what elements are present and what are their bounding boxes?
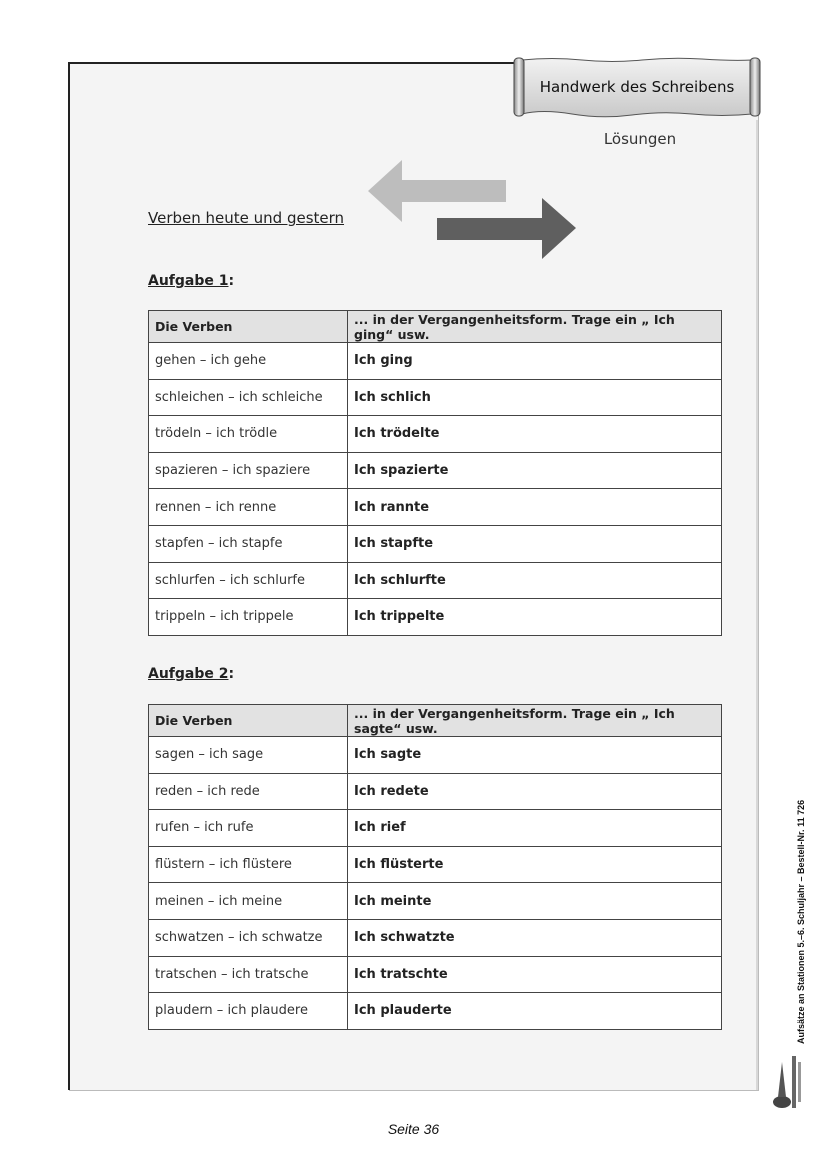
table-row <box>149 525 722 562</box>
header-verbs: Die Verben <box>149 705 348 737</box>
table-row <box>149 379 722 416</box>
table-row <box>149 993 722 1030</box>
answer-cell[interactable]: Ich plauderte <box>348 993 722 1030</box>
table-row <box>149 773 722 810</box>
table-row <box>149 846 722 883</box>
answer-cell[interactable]: Ich schwatzte <box>348 919 722 956</box>
arrows-icon <box>366 158 578 262</box>
answer-cell[interactable]: Ich tratschte <box>348 956 722 993</box>
verb-cell: schleichen – ich schleiche <box>149 379 348 416</box>
verb-cell: rennen – ich renne <box>149 489 348 526</box>
verb-cell: meinen – ich meine <box>149 883 348 920</box>
verb-cell: gehen – ich gehe <box>149 343 348 380</box>
verb-cell: spazieren – ich spaziere <box>149 452 348 489</box>
table-row <box>149 416 722 453</box>
table-row <box>149 489 722 526</box>
kohl-verlag-logo-icon <box>770 1052 810 1112</box>
table-row <box>149 452 722 489</box>
header-verbs: Die Verben <box>149 311 348 343</box>
table-row <box>149 343 722 380</box>
verb-cell: rufen – ich rufe <box>149 810 348 847</box>
answer-cell[interactable]: Ich trödelte <box>348 416 722 453</box>
table-row <box>149 883 722 920</box>
answer-cell[interactable]: Ich rannte <box>348 489 722 526</box>
task2-table <box>148 704 722 1030</box>
table-header-row <box>149 311 722 343</box>
answer-cell[interactable]: Ich flüsterte <box>348 846 722 883</box>
task1-table <box>148 310 722 636</box>
answer-cell[interactable]: Ich rief <box>348 810 722 847</box>
page-edge <box>756 120 758 1090</box>
answer-cell[interactable]: Ich schlich <box>348 379 722 416</box>
answer-cell[interactable]: Ich schlurfte <box>348 562 722 599</box>
task2-heading-colon: : <box>228 666 235 682</box>
verb-cell: tratschen – ich tratsche <box>149 956 348 993</box>
banner-title: Handwerk des Schreibens <box>539 78 735 96</box>
verb-cell: sagen – ich sage <box>149 737 348 774</box>
table-row <box>149 810 722 847</box>
answer-cell[interactable]: Ich stapfte <box>348 525 722 562</box>
solutions-label: Lösungen <box>603 130 677 148</box>
verb-cell: reden – ich rede <box>149 773 348 810</box>
page-number: Seite 36 <box>387 1121 440 1137</box>
table-header-row <box>149 705 722 737</box>
title-banner <box>512 56 762 118</box>
verb-cell: stapfen – ich stapfe <box>149 525 348 562</box>
verb-cell: schwatzen – ich schwatze <box>149 919 348 956</box>
answer-cell[interactable]: Ich meinte <box>348 883 722 920</box>
table-row <box>149 562 722 599</box>
header-past-tense: ... in der Vergangenheitsform. Trage ein „ Ich ging“ usw. <box>348 311 722 343</box>
verb-cell: flüstern – ich flüstere <box>149 846 348 883</box>
task1-heading <box>148 273 234 289</box>
table-row <box>149 919 722 956</box>
header-past-tense: ... in der Vergangenheitsform. Trage ein „ Ich sagte“ usw. <box>348 705 722 737</box>
arrow-left-icon <box>368 160 506 222</box>
answer-cell[interactable]: Ich trippelte <box>348 599 722 636</box>
task1-heading-colon: : <box>228 273 235 289</box>
answer-cell[interactable]: Ich sagte <box>348 737 722 774</box>
task1-heading-label: Aufgabe 1 <box>148 273 229 289</box>
table-row <box>149 956 722 993</box>
answer-cell[interactable]: Ich spazierte <box>348 452 722 489</box>
table-row <box>149 599 722 636</box>
worksheet-title: Verben heute und gestern <box>148 209 345 227</box>
answer-cell[interactable]: Ich ging <box>348 343 722 380</box>
task2-heading <box>148 666 234 682</box>
verb-cell: trippeln – ich trippele <box>149 599 348 636</box>
arrow-right-icon <box>437 198 576 259</box>
verb-cell: schlurfen – ich schlurfe <box>149 562 348 599</box>
verb-cell: plaudern – ich plaudere <box>149 993 348 1030</box>
order-number-side-text: Aufsätze an Stationen 5.–6. Schuljahr – Bestell-Nr. 11 726 <box>796 799 806 1044</box>
task2-heading-label: Aufgabe 2 <box>148 666 229 682</box>
table-row <box>149 737 722 774</box>
verb-cell: trödeln – ich trödle <box>149 416 348 453</box>
answer-cell[interactable]: Ich redete <box>348 773 722 810</box>
